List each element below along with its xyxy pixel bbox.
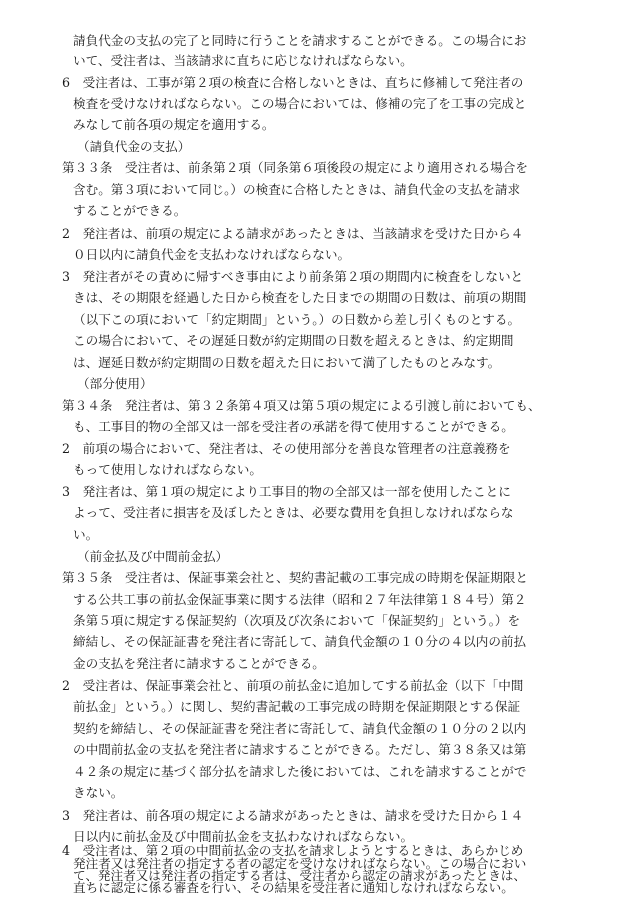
text-line: 契約を締結し、その保証証書を発注者に寄託して、請負代金額の１０分の２以内 <box>73 721 527 736</box>
text-line: （以下この項において「約定期間」という。）の日数から差し引くものとする。 <box>73 312 521 327</box>
text-line: ４２条の規定に基づく部分払を請求した後においては、これを請求することがで <box>73 764 527 779</box>
heading-seikyu-daikin-shiharai: （請負代金の支払） <box>77 139 191 154</box>
text-line: この場合において、その遅延日数が約定期間の日数を超えるときは、約定期間 <box>73 333 514 348</box>
text-line: きない。 <box>73 785 124 800</box>
text-line: い。 <box>73 527 99 542</box>
text-line: 発注者又は発注者の指定する者の認定を受けなければならない。この場合におい <box>73 855 527 871</box>
text-line: 直ちに認定に係る審査を行い、その結果を受注者に通知しなければならない。 <box>73 880 514 895</box>
text-line: みなして前各項の規定を適用する。 <box>73 117 275 132</box>
paragraph-6: 6 受注者は、工事が第２項の検査に合格しないときは、直ちに修補して発注者の <box>62 75 524 90</box>
paragraph-2: 2 発注者は、前項の規定による請求があったときは、当該請求を受けた日から４ <box>62 226 524 241</box>
article-34: 第３４条 発注者は、第３２条第４項又は第５項の規定による引渡し前においても、 <box>62 398 541 413</box>
text-line: 金の支払を発注者に請求することができる。 <box>73 656 325 671</box>
text-line: 検査を受けなければならない。この場合においては、修補の完了を工事の完成と <box>73 96 527 111</box>
text-line: ０日以内に請負代金を支払わなければならない。 <box>73 247 351 262</box>
text-line: 含む。第３項において同じ。）の検査に合格したときは、請負代金の支払を請求 <box>73 182 521 197</box>
paragraph-2: 2 前項の場合において、発注者は、その使用部分を善良な管理者の注意義務を <box>62 441 511 456</box>
text-line: することができる。 <box>73 203 187 218</box>
text-line: は、遅延日数が約定期間の日数を超えた日において満了したものとみなす。 <box>73 355 501 370</box>
text-line: よって、受注者に損害を及ぼしたときは、必要な費用を負担しなければならな <box>73 505 514 520</box>
paragraph-2: 2 受注者は、保証事業会社と、前項の前払金に追加してする前払金（以下「中間 <box>62 678 524 693</box>
text-line: する公共工事の前払金保証事業に関する法律（昭和２７年法律第１８４号）第２ <box>73 592 527 607</box>
text-line: て、発注者又は発注者の指定する者は、受注者から認定の請求があったときは、 <box>73 867 526 883</box>
text-line: 日以内に前払金及び中間前払金を支払わなければならない。 <box>73 829 414 844</box>
text-line: 締結し、その保証証書を発注者に寄託して、請負代金額の１０分の４以内の前払 <box>73 634 527 649</box>
article-35: 第３５条 受注者は、保証事業会社と、契約書記載の工事完成の時期を保証期限と <box>62 570 528 585</box>
heading-maekinbarai: （前金払及び中間前金払） <box>77 549 229 564</box>
paragraph-3: 3 発注者は、前各項の規定による請求があったときは、請求を受けた日から１４ <box>62 808 524 823</box>
heading-bubun-shiyo: （部分使用） <box>77 376 153 391</box>
text-line: もって使用しなければならない。 <box>73 462 262 477</box>
text-line: も、工事目的物の全部又は一部を受注者の承諾を得て使用することができる。 <box>73 419 514 434</box>
paragraph-4: 4 受注者は、第２項の中間前払金の支払を請求しようとするときは、あらかじめ <box>62 843 524 859</box>
paragraph-3: 3 発注者は、第１項の規定により工事目的物の全部又は一部を使用したことに <box>62 484 511 499</box>
text-line: いて、受注者は、当該請求に直ちに応じなければならない。 <box>73 53 413 68</box>
paragraph-3: 3 発注者がその責めに帰すべき事由により前条第２項の期間内に検査をしないと <box>62 269 524 284</box>
text-line: 前払金」という。）に関し、契約書記載の工事完成の時期を保証期限とする保証 <box>73 699 521 714</box>
text-line: 条第５項に規定する保証契約（次項及び次条において「保証契約」という。）を <box>73 613 521 628</box>
article-33: 第３３条 受注者は、前条第２項（同条第６項後段の規定により適用される場合を <box>62 160 528 175</box>
text-line: きは、その期限を経過した日から検査をした日までの期間の日数は、前項の期間 <box>73 290 527 305</box>
text-line: の中間前払金の支払を発注者に請求することができる。ただし、第３８条又は第 <box>73 742 527 757</box>
text-line: 請負代金の支払の完了と同時に行うことを請求することができる。この場合にお <box>73 33 527 48</box>
